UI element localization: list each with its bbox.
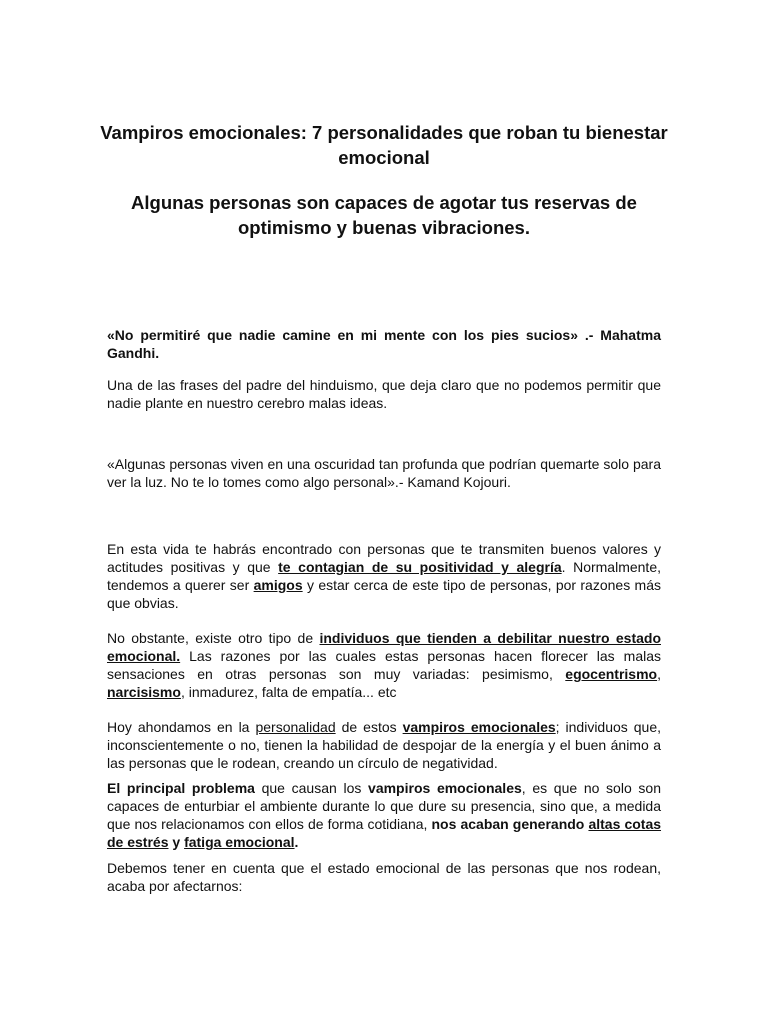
text-span: No obstante, existe otro tipo de <box>107 630 320 646</box>
bold-span: vampiros emocionales <box>368 780 522 796</box>
text-span: , <box>657 666 661 682</box>
bold-span: . <box>294 834 299 850</box>
text-span: que causan los <box>254 780 369 796</box>
link-debilitar-estado-emocional[interactable]: individuos que tienden a debilitar nuestro estado emocional. <box>107 630 661 664</box>
bold-span: El principal problema <box>107 780 255 796</box>
paragraph-main-problem <box>107 779 661 851</box>
text-span: Hoy ahondamos en la <box>107 719 256 735</box>
paragraph-emotional-vampires <box>107 718 661 772</box>
bold-span: nos acaban generando <box>431 816 589 832</box>
document-title: Vampiros emocionales: 7 personalidades que roban tu bienestar emocional <box>100 122 668 168</box>
link-fatiga-emocional[interactable]: fatiga emocional <box>184 834 295 850</box>
link-narcisismo[interactable]: narcisismo <box>107 684 181 700</box>
text-span: . Normalmente, tendemos a querer ser <box>107 559 662 593</box>
paragraph-positive-people <box>107 540 661 612</box>
paragraph-negative-individuals <box>107 629 661 701</box>
kojouri-quote: «Algunas personas viven en una oscuridad tan profunda que podrían quemarte solo para ver la luz. No te lo tomes como algo personal».- Kamand Kojouri. <box>107 456 661 490</box>
text-span: , inmadurez, falta de empatía... etc <box>180 684 397 700</box>
link-egocentrismo[interactable]: egocentrismo <box>565 666 658 682</box>
link-altas-cotas-estres[interactable]: altas cotas de estrés <box>107 816 662 850</box>
paragraph-hinduism: Una de las frases del padre del hinduismo, que deja claro que no podemos permitir que nadie plante en nuestro cerebro malas ideas. <box>107 377 661 411</box>
text-span: Las razones por las cuales estas personas hacen florecer las malas sensaciones en otras personas son muy variadas: pesimismo, <box>107 648 661 682</box>
link-personalidad[interactable]: personalidad <box>255 719 336 735</box>
gandhi-quote: «No permitiré que nadie camine en mi mente con los pies sucios» .- Mahatma Gandhi. <box>107 327 661 361</box>
text-span: , es que no solo son capaces de enturbiar el ambiente durante lo que dure su presencia, sino que, a medida que nos relacionamos con ellos de forma cotidiana, <box>107 780 661 832</box>
text-span: ; individuos que, inconscientemente o no, tienen la habilidad de despojar de la energía y el buen ánimo a las personas que le rodean, creando un círculo de negatividad. <box>107 719 662 771</box>
text-span: y estar cerca de este tipo de personas, por razones más que obvias. <box>107 577 662 611</box>
bold-span: y <box>168 834 185 850</box>
text-span: En esta vida te habrás encontrado con personas que te transmiten buenos valores y actitudes positivas y que <box>107 541 661 575</box>
text-span: de estos <box>335 719 403 735</box>
link-amigos[interactable]: amigos <box>253 577 303 593</box>
document-subtitle: Algunas personas son capaces de agotar tus reservas de optimismo y buenas vibraciones. <box>131 192 637 238</box>
link-vampiros-emocionales[interactable]: vampiros emocionales <box>402 719 556 735</box>
link-contagian-positividad[interactable]: te contagian de su positividad y alegría <box>278 559 562 575</box>
paragraph-emotional-state: Debemos tener en cuenta que el estado emocional de las personas que nos rodean, acaba por afectarnos: <box>107 860 661 894</box>
